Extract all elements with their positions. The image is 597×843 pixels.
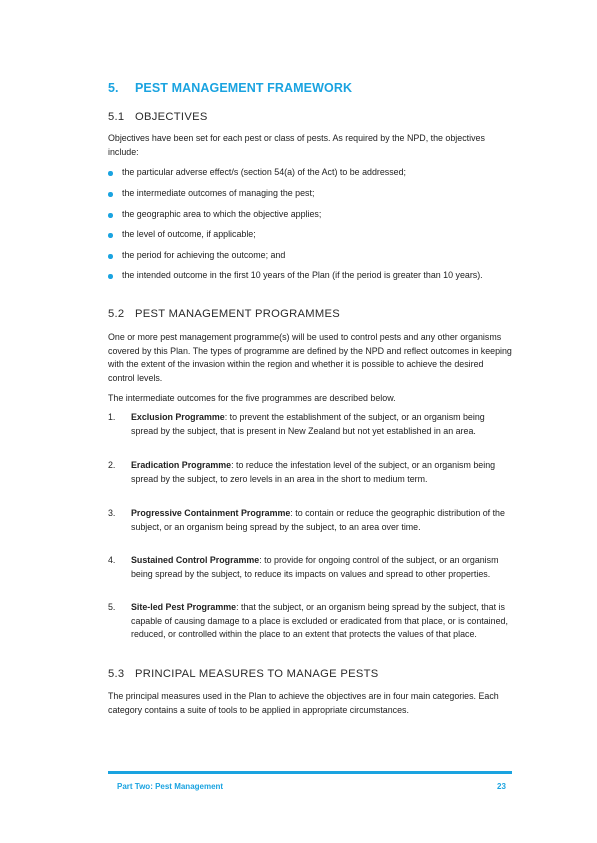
- subsection-heading-5-1: [108, 111, 208, 123]
- programmes-paragraph: One or more pest management programme(s) will be used to control pests and any other organisms covered by this Plan. The types of programme are defined by the NPD and reflect outcomes in keeping with the extent of the invasion within the region and whether it is possible to achieve the desired control levels.: [108, 332, 512, 383]
- bullet-icon: [108, 213, 113, 218]
- list-item: the level of outcome, if applicable;: [108, 228, 512, 242]
- objectives-intro: Objectives have been set for each pest or class of pests. As required by the NPD, the objectives include:: [108, 133, 485, 157]
- subsection-title: OBJECTIVES: [135, 111, 208, 123]
- section-title: PEST MANAGEMENT FRAMEWORK: [135, 81, 353, 95]
- bullet-icon: [108, 171, 113, 176]
- programme-name: Site-led Pest Programme: [131, 602, 237, 612]
- list-item: the particular adverse effect/s (section 54(a) of the Act) to be addressed;: [108, 166, 512, 180]
- footer-section-label: Part Two: Pest Management: [117, 782, 224, 791]
- bullet-icon: [108, 233, 113, 238]
- bullet-icon: [108, 254, 113, 259]
- subsection-number: 5.3: [108, 668, 125, 680]
- programme-item: 4. Sustained Control Programme: to provide for ongoing control of the subject, or an organism being spread by the subject, to reduce its impacts on values and spread to other properties.: [108, 555, 499, 579]
- programme-item: 1. Exclusion Programme: to prevent the establishment of the subject, or an organism being spread by the subject, that is present in New Zealand but not yet established in an area.: [108, 412, 485, 436]
- page-number: 23: [497, 782, 506, 791]
- list-item: the period for achieving the outcome; and: [108, 249, 512, 263]
- programme-item: 2. Eradication Programme: to reduce the infestation level of the subject, or an organism being spread by the subject, to zero levels in an area in the short to medium term.: [108, 460, 496, 484]
- programme-name: Exclusion Programme: [131, 412, 225, 422]
- list-item: the intermediate outcomes of managing the pest;: [108, 187, 512, 201]
- subsection-heading-5-2: [108, 308, 340, 320]
- programme-item: 3. Progressive Containment Programme: to contain or reduce the geographic distribution of the subject, or an organism being spread by the subject, to an area over time.: [108, 508, 505, 532]
- section-number: 5.: [108, 81, 119, 95]
- subsection-title: PRINCIPAL MEASURES TO MANAGE PESTS: [135, 668, 379, 680]
- list-item: the geographic area to which the objective applies;: [108, 208, 512, 222]
- programme-name: Sustained Control Programme: [131, 555, 260, 565]
- programmes-intro: The intermediate outcomes for the five programmes are described below.: [108, 393, 396, 403]
- list-item: the intended outcome in the first 10 years of the Plan (if the period is greater than 10 years).: [108, 269, 512, 283]
- bullet-icon: [108, 274, 113, 279]
- section-heading: [108, 81, 352, 95]
- footer-rule: [108, 771, 512, 774]
- programme-name: Eradication Programme: [131, 460, 232, 470]
- measures-paragraph: The principal measures used in the Plan to achieve the objectives are in four main categories. Each category contains a suite of tools to be applied in appropriate circumstances.: [108, 691, 499, 715]
- programme-name: Progressive Containment Programme: [131, 508, 291, 518]
- subsection-number: 5.2: [108, 308, 125, 320]
- subsection-heading-5-3: [108, 668, 379, 680]
- subsection-title: PEST MANAGEMENT PROGRAMMES: [135, 308, 341, 320]
- bullet-icon: [108, 192, 113, 197]
- programme-item: 5. Site-led Pest Programme: that the subject, or an organism being spread by the subject, that is capable of causing damage to a place is excluded or eradicated from that place, or is contained, reduced, or controlled within the place to an extent that protects the values of that place.: [108, 602, 508, 640]
- subsection-number: 5.1: [108, 111, 125, 123]
